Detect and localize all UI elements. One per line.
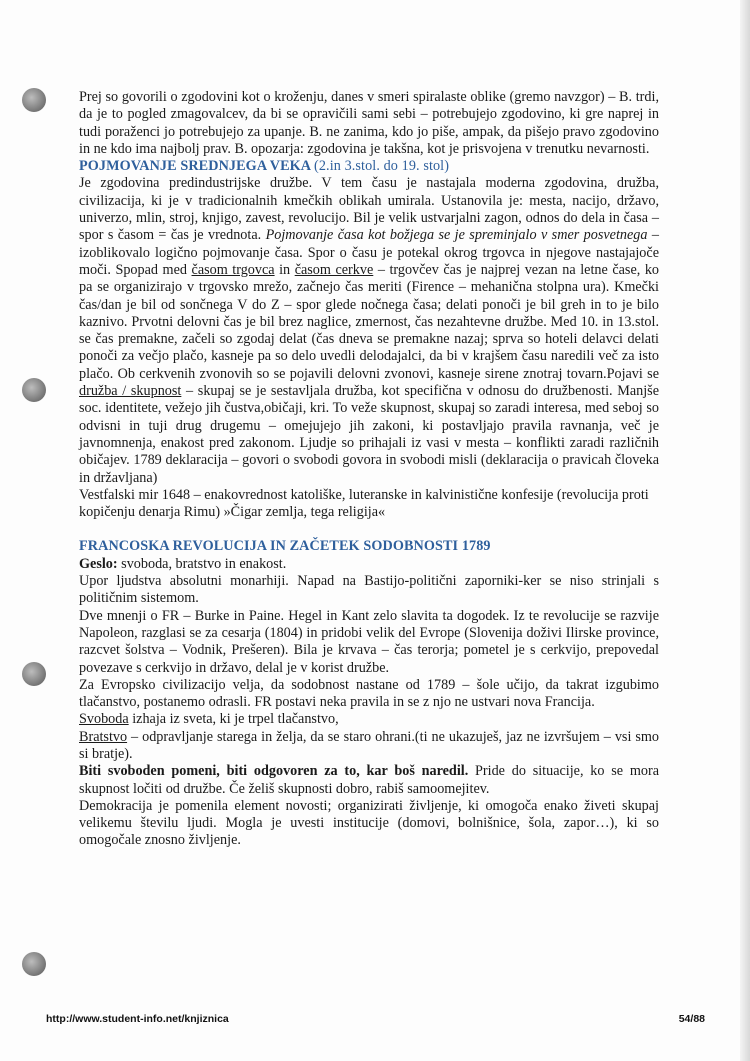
paragraph-srednji-vek [79,175,659,486]
paragraph-upor: Upor ljudstva absolutni monarhiji. Napad na Bastijo-politični zaporniki-ker se niso strinjali s političnim sistemom. [79,573,659,607]
bold-label: Geslo: [79,555,118,572]
italic-text: Pojmovanje časa kot božjega se je spreminjalo v smer posvetnega [265,227,648,244]
underlined-term: družba / skupnost [79,383,182,400]
text-run: – izoblikovalo logično pojmovanje časa. Spor o času je potekal okrog trgovca in njegove nastajajoče moči. Spopad med [79,227,659,278]
page-footer [46,1013,705,1025]
paragraph-demokracija: Demokracija je pomenila element novosti; organizirati življenje, ki omogoča enako živeti skupaj velikemu številu ljudi. Mogla je uvesti institucije (domovi, bolnišnice, šola, zapor…), ki so omogočale znosno življenje. [79,797,659,849]
text-run: Pride do situacije, ko se mora skupnost ločiti od družbe. Če želiš skupnosti dobro, rabiš samoomejitev. [79,763,659,797]
geslo-line [79,556,659,573]
text-run: – odpravljanje starega in želja, da se staro ohrani.(ti ne ukazuješ, jaz ne izvršujem – vsi smo si bratje). [79,728,659,762]
punch-hole-icon [22,662,46,686]
text-run: in [274,261,295,278]
paragraph-mnenji: Dve mnenji o FR – Burke in Paine. Hegel in Kant zelo slavita ta dogodek. Iz te revolucije se razvije Napoleon, razglasi se za cesarja (1804) in pridobi velik del Evrope (Slovenija doživi Ilirske province, razcvet šolstva – Vodnik, Prešeren). Bila je krvava – čas terorja; pometel je s cerkvijo, prepovedal povezave s cerkvijo in državo, delal je v korist družbe. [79,607,659,676]
section-subtitle: (2.in 3.stol. do 19. stol) [314,158,450,175]
paragraph-vestfalski-mir: Vestfalski mir 1648 – enakovrednost katoliške, luteranske in kalvinistične konfesije (revolucija proti kopičenju denarja Rimu) »Čigar zemlja, tega religija« [79,486,649,521]
bold-text: Biti svoboden pomeni, biti odgovoren za to, kar boš naredil. [79,763,469,780]
text-run: Je zgodovina predindustrijske družbe. V tem času je nastajala moderna zgodovina, družba, civilizacija, ki je v tradicionalnih kmečkih oblikah umirala. Ustanovila je: mesta, nacijo, državo, univerzo, mlin, stroj, knjigo, zavest, revolucijo. Bil je velik ustvarjalni zagon, odnos do dela in časa – spor s časom = čas je vrednota. [79,175,659,244]
bratstvo-line [79,729,659,764]
document-body [79,89,659,850]
punch-hole-icon [22,378,46,402]
text-run: izhaja iz sveta, ki je trpel tlačanstvo, [128,711,339,728]
underlined-term: časom trgovca [191,261,275,278]
intro-paragraph: Prej so govorili o zgodovini kot o kroženju, danes v smeri spiralaste oblike (gremo navzgor) – B. trdi, da je to pogled zmagovalcev, da bi se opravičili sami sebi – potrebujejo zgodovino, ki gre naprej in tudi poraženci jo potrebujejo za upanje. B. ne zanima, kdo jo piše, ampak, da pišejo pravo zgodovino in ne kdo ima najbolj prav. B. opozarja: zgodovina je takšna, kot je prisvojena v trenutku nevarnosti. [79,89,659,157]
footer-url: http://www.student-info.net/knjiznica [46,1013,229,1025]
page-edge-shadow [740,0,750,1061]
underlined-term: Bratstvo [79,728,128,745]
text-run: – trgovčev čas je najprej vezan na letne čase, ko pa se organizirajo v trgovsko mrežo, začnejo čas meriti (Firence – mehanična stolpna ura). Kmečki čas/dan je bil od sončnega V do Z – spor glede nočnega časa; delati ponoči je bil greh in to je bilo kaznivo. Prvotni delovni čas je bil brez naglice, zmernost, čas nezahtevne družbe. Med 10. in 13.stol. se čas premakne, začeli so zgodaj delat (čas dneva se premakne nazaj; sprva so hoteli delavci delati ponoči za večjo plačo, kasneje pa so delo uvedli delodajalci, da bi v krajšem času naredili več za isto plačo. Ob cerkvenih zvonovih so se pojavili delovni zvonovi, kasneje sirene znotraj tovarn.Pojavi se [79,261,660,382]
underlined-term: Svoboda [79,711,129,728]
page-number: 54/88 [678,1013,705,1025]
punch-hole-icon [22,88,46,112]
text-run: svoboda, bratstvo in enakost. [117,555,287,572]
paragraph-svoboden [79,763,659,798]
section-heading-srednji-vek [79,158,659,175]
punch-hole-icon [22,952,46,976]
section-title: POJMOVANJE SREDNJEGA VEKA [79,158,311,175]
text-run: – skupaj se je sestavljala družba, kot specifična v odnosu do družbenosti. Manjše soc. identitete, vežejo jih čustva,običaji, kri. To veže skupnost, skupaj so zaradi interesa, med seboj so odvisni in tuji drug drugemu – omejujejo jih zakoni, ki postavljajo pravila ravnanja, več je javnomnenja, enakost pred zakonom. Ljudje so prihajali iz vasi v mesta – konflikti zaradi različnih običajev. 1789 deklaracija – govori o svobodi govora in svobodi misli (deklaracija o pravicah človeka in državljana) [79,383,660,486]
underlined-term: časom cerkve [294,261,374,278]
paragraph-evropsko: Za Evropsko civilizacijo velja, da sodobnost nastane od 1789 – šole učijo, da takrat izgubimo tlačanstvo, postanemo odrasli. FR postavi neka pravila in se z njo ne ustvari nova Francija. [79,676,659,711]
section-heading-francoska-revolucija: FRANCOSKA REVOLUCIJA IN ZAČETEK SODOBNOSTI 1789 [79,538,491,555]
svoboda-line [79,711,659,728]
